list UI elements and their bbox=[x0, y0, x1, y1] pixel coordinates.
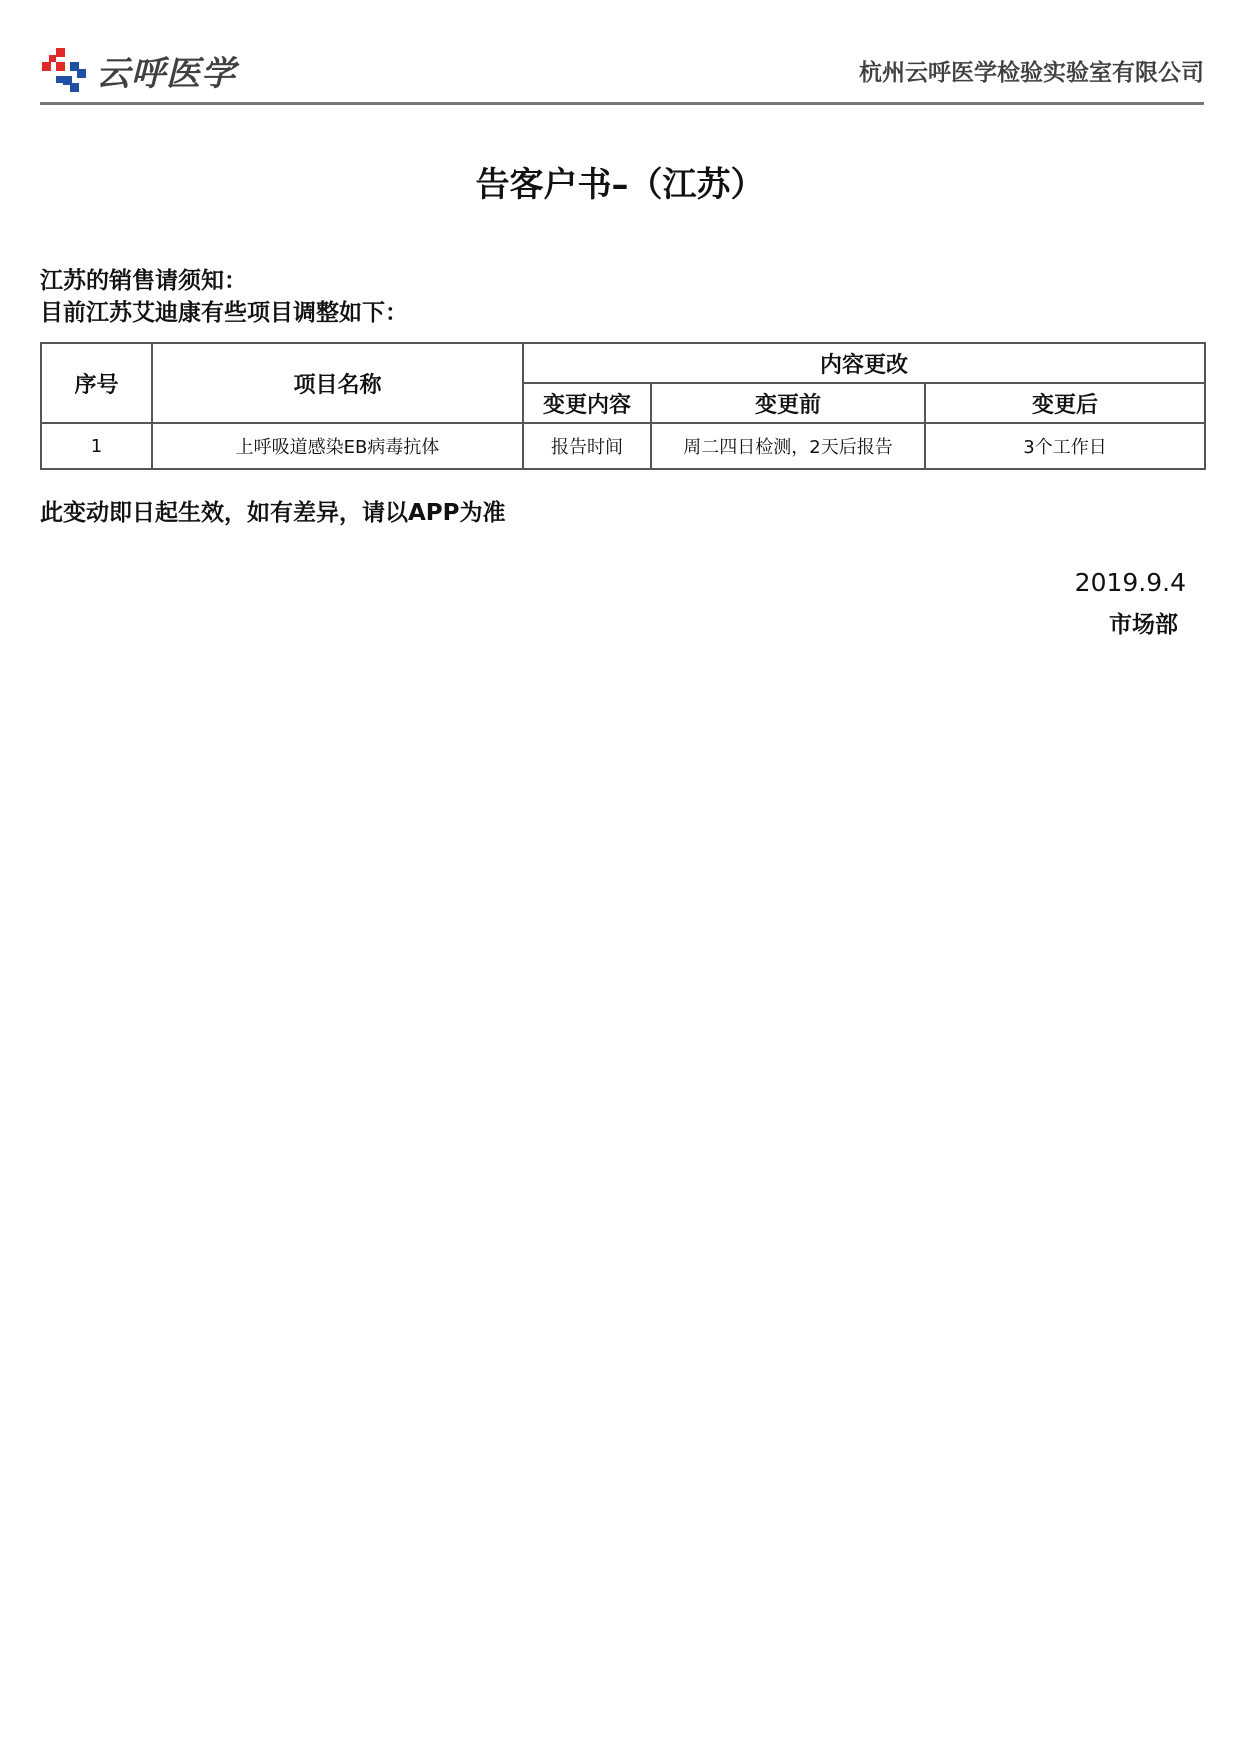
header-change-content: 变更内容 bbox=[523, 383, 651, 423]
page-header bbox=[40, 42, 1204, 105]
cell-item-name: 上呼吸道感染EB病毒抗体 bbox=[152, 423, 523, 469]
department-signature: 市场部 bbox=[1109, 612, 1178, 638]
cell-index: 1 bbox=[41, 423, 152, 469]
cell-change-content: 报告时间 bbox=[523, 423, 651, 469]
header-item-name: 项目名称 bbox=[152, 343, 523, 423]
changes-table bbox=[40, 342, 1206, 470]
header-after: 变更后 bbox=[925, 383, 1205, 423]
header-group-content-change: 内容更改 bbox=[523, 343, 1205, 383]
page-title: 告客户书–（江苏） bbox=[475, 165, 765, 205]
intro-line-2: 目前江苏艾迪康有些项目调整如下： bbox=[40, 300, 408, 326]
table-row bbox=[41, 423, 1205, 469]
table-header-row bbox=[41, 343, 1205, 383]
intro-line-1: 江苏的销售请须知： bbox=[40, 268, 247, 294]
effective-notice: 此变动即日起生效，如有差异，请以APP为准 bbox=[40, 500, 506, 526]
company-logo bbox=[40, 46, 236, 94]
header-index: 序号 bbox=[41, 343, 152, 423]
header-before: 变更前 bbox=[651, 383, 925, 423]
company-name: 杭州云呼医学检验实验室有限公司 bbox=[859, 60, 1204, 86]
intro-text bbox=[40, 265, 408, 329]
issue-date: 2019.9.4 bbox=[1074, 568, 1186, 597]
cell-after: 3个工作日 bbox=[925, 423, 1205, 469]
logo-text: 云呼医学 bbox=[96, 53, 236, 94]
cell-before: 周二四日检测，2天后报告 bbox=[651, 423, 925, 469]
logo-cross-icon bbox=[40, 46, 88, 94]
